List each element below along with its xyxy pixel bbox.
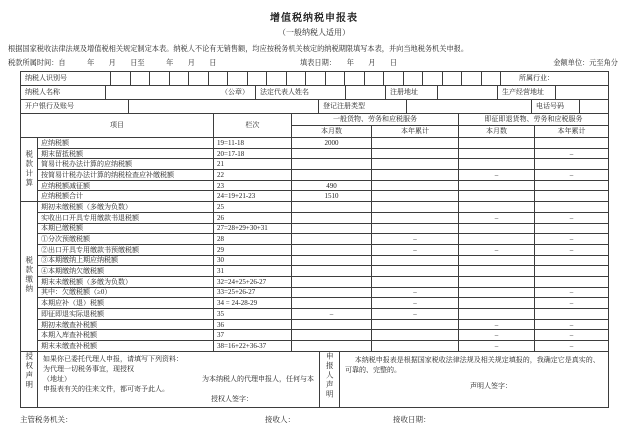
row-line-number: 29 [214, 244, 292, 255]
value-cell[interactable] [535, 159, 609, 170]
declarant-signature-label[interactable]: 声明人签字： [470, 381, 512, 390]
legal-rep-label: 法定代表人姓名 [256, 86, 346, 100]
declaration-table [20, 351, 609, 408]
section-label [21, 138, 38, 202]
taxpayer-id-box[interactable] [169, 72, 189, 85]
value-cell: – [372, 309, 459, 320]
value-cell[interactable] [292, 170, 372, 181]
page-title: 增值税纳税申报表 [270, 13, 358, 24]
value-cell[interactable]: 490 [292, 180, 372, 191]
form-body [20, 71, 608, 408]
value-cell[interactable] [459, 276, 535, 287]
value-cell: – [372, 287, 459, 298]
row-item-label: 应纳税额减征额 [38, 180, 214, 191]
tax-authority-label: 主管税务机关： [20, 414, 73, 424]
value-cell[interactable] [535, 180, 609, 191]
table-row [21, 159, 609, 170]
value-cell: – [535, 341, 609, 352]
meta-row [0, 58, 628, 70]
col-header-ytd-refund: 本年累计 [535, 126, 609, 138]
row-line-number: 26 [214, 212, 292, 223]
bank-label: 开户银行及账号 [21, 100, 129, 114]
col-header-line: 栏次 [214, 114, 292, 138]
bank-field[interactable] [129, 100, 319, 114]
auth-address-label: （地址） [43, 374, 71, 383]
auth-line-2: 为代理一切税务事宜，现授权 [43, 364, 134, 373]
row-line-number: 34 = 24-28-29 [214, 298, 292, 309]
value-cell: – [372, 234, 459, 245]
row-item-label: 本期应补（退）税额 [38, 298, 214, 309]
row-line-number: 37 [214, 330, 292, 341]
value-cell: – [535, 212, 609, 223]
row-line-number: 19=11-18 [214, 138, 292, 149]
value-cell: – [535, 148, 609, 159]
value-cell: – [459, 170, 535, 181]
table-row [21, 138, 609, 149]
filing-date-label: 填表日期： 年 月 日 [300, 59, 398, 67]
col-header-month-refund: 本月数 [459, 126, 535, 138]
seal-label: （公章） [221, 88, 249, 97]
section-label-text: 税款计算 [24, 149, 34, 188]
value-cell[interactable] [459, 138, 535, 149]
table-row [21, 309, 609, 320]
value-cell[interactable] [292, 223, 372, 234]
bank-info-table [20, 99, 609, 114]
row-item-label: 应纳税额合计 [38, 191, 214, 202]
taxpayer-id-box[interactable] [481, 72, 501, 85]
value-cell[interactable] [459, 298, 535, 309]
table-row [21, 330, 609, 341]
table-row [21, 255, 609, 266]
tax-grid-table [20, 113, 609, 352]
row-item-label: ②出口开具专用缴款书预缴税额 [38, 244, 214, 255]
value-cell[interactable] [459, 148, 535, 159]
taxpayer-id-label: 纳税人识别号 [21, 72, 111, 86]
taxpayer-id-box[interactable] [403, 72, 423, 85]
declaration-text: 本纳税申报表是根据国家税收法律法规及相关规定填报的，我确定它是真实的、可靠的、完整的。 [345, 355, 600, 374]
value-cell[interactable] [292, 202, 372, 213]
receive-date-label: 接收日期： [393, 414, 431, 424]
value-cell: – [535, 330, 609, 341]
value-cell[interactable] [292, 234, 372, 245]
value-cell[interactable] [292, 276, 372, 287]
value-cell[interactable] [459, 266, 535, 277]
receiver-label: 接收人： [265, 414, 295, 424]
value-cell[interactable] [459, 159, 535, 170]
value-cell: – [535, 244, 609, 255]
value-cell[interactable] [372, 159, 459, 170]
value-cell: – [535, 234, 609, 245]
value-cell[interactable] [372, 191, 459, 202]
row-item-label: 简易计税办法计算的应纳税额 [38, 159, 214, 170]
business-address-field[interactable] [556, 86, 609, 100]
value-cell[interactable] [535, 276, 609, 287]
phone-field[interactable] [580, 100, 609, 114]
value-cell[interactable] [292, 212, 372, 223]
row-line-number: 28 [214, 234, 292, 245]
table-row [21, 170, 609, 181]
row-item-label: 期末未缴查补税额 [38, 341, 214, 352]
value-cell[interactable] [292, 298, 372, 309]
tax-period-label: 税款所属时间：自 年 月 日至 年 月 日 [8, 59, 217, 67]
row-line-number: 20=17-18 [214, 148, 292, 159]
value-cell[interactable] [459, 255, 535, 266]
value-cell[interactable] [535, 223, 609, 234]
row-item-label: 按简易计税办法计算的纳税检查应补缴税额 [38, 170, 214, 181]
taxpayer-id-box[interactable] [364, 72, 384, 85]
value-cell[interactable] [372, 341, 459, 352]
taxpayer-id-box[interactable] [422, 72, 442, 85]
taxpayer-name-table [20, 85, 609, 100]
value-cell[interactable] [372, 170, 459, 181]
value-cell: – [535, 298, 609, 309]
authorizer-signature-label[interactable]: 授权人签字： [211, 394, 253, 403]
table-row [21, 148, 609, 159]
col-group-general: 一般货物、劳务和应税服务 [292, 114, 459, 126]
taxpayer-id-box[interactable] [344, 72, 364, 85]
row-item-label: 实收出口开具专用缴款书退税额 [38, 212, 214, 223]
taxpayer-id-box[interactable] [305, 72, 325, 85]
row-item-label: ③本期缴纳上期应纳税额 [38, 255, 214, 266]
table-row [21, 212, 609, 223]
value-cell: – [372, 244, 459, 255]
col-header-item: 项目 [21, 114, 214, 138]
taxpayer-id-box[interactable] [247, 72, 267, 85]
reg-address-field[interactable] [438, 86, 498, 100]
row-item-label: 本期已缴税额 [38, 223, 214, 234]
value-cell[interactable]: 1510 [292, 191, 372, 202]
footer-row [0, 414, 628, 426]
table-row [21, 202, 609, 213]
value-cell: – [535, 319, 609, 330]
taxpayer-id-box[interactable] [130, 72, 150, 85]
value-cell[interactable] [535, 202, 609, 213]
value-cell[interactable] [372, 180, 459, 191]
row-item-label: 期初未缴税额（多缴为负数） [38, 202, 214, 213]
value-cell[interactable] [292, 330, 372, 341]
auth-line-3b: 为本纳税人的代理申报人，任何与本 [202, 374, 314, 383]
table-row [21, 341, 609, 352]
row-line-number: 23 [214, 180, 292, 191]
value-cell[interactable] [372, 276, 459, 287]
value-cell[interactable] [372, 148, 459, 159]
declarant-label-text: 申报人声明 [325, 351, 335, 400]
taxpayer-id-box[interactable] [383, 72, 403, 85]
value-cell[interactable] [459, 202, 535, 213]
table-row [21, 191, 609, 202]
taxpayer-id-field[interactable] [111, 72, 501, 86]
amount-unit-label: 金额单位：元至角分 [553, 59, 618, 67]
taxpayer-id-boxes [111, 72, 500, 85]
instruction-note: 根据国家税收法律法规及增值税相关规定制定本表。纳税人不论有无销售额，均应按税务机关核定的纳税期限填写本表，并向当地税务机关申报。 [8, 45, 469, 53]
row-item-label: 期末留抵税额 [38, 148, 214, 159]
authorization-content [38, 351, 320, 407]
value-cell[interactable] [292, 341, 372, 352]
table-row [21, 298, 609, 309]
value-cell: – [535, 287, 609, 298]
table-row [21, 244, 609, 255]
col-header-month-general: 本月数 [292, 126, 372, 138]
row-item-label: 期初未缴查补税额 [38, 319, 214, 330]
value-cell[interactable] [535, 191, 609, 202]
authorization-label-text: 授权声明 [24, 351, 34, 390]
taxpayer-id-box[interactable] [188, 72, 208, 85]
value-cell: – [535, 170, 609, 181]
taxpayer-id-box[interactable] [208, 72, 228, 85]
row-item-label: 本期入库查补税额 [38, 330, 214, 341]
row-item-label: 应纳税额 [38, 138, 214, 149]
taxpayer-name-field[interactable] [106, 86, 256, 100]
table-row [21, 276, 609, 287]
value-cell: – [459, 341, 535, 352]
declaration-content [340, 351, 609, 407]
phone-label: 电话号码 [532, 100, 580, 114]
taxpayer-id-box[interactable] [111, 72, 130, 85]
value-cell: – [292, 309, 372, 320]
value-cell[interactable] [535, 266, 609, 277]
row-line-number: 21 [214, 159, 292, 170]
value-cell[interactable] [535, 255, 609, 266]
reg-address-label: 注册地址 [386, 86, 438, 100]
row-item-label: 期末未缴税额（多缴为负数） [38, 276, 214, 287]
reg-type-label: 登记注册类型 [319, 100, 407, 114]
table-row [21, 223, 609, 234]
row-line-number: 22 [214, 170, 292, 181]
value-cell[interactable] [292, 287, 372, 298]
value-cell[interactable] [292, 159, 372, 170]
industry-label: 所属行业： [501, 72, 609, 86]
taxpayer-id-box[interactable] [325, 72, 345, 85]
value-cell[interactable] [372, 266, 459, 277]
value-cell[interactable] [459, 287, 535, 298]
row-item-label: 即征即退实际退税额 [38, 309, 214, 320]
row-line-number: 30 [214, 255, 292, 266]
value-cell[interactable] [292, 244, 372, 255]
table-row [21, 287, 609, 298]
taxpayer-id-box[interactable] [286, 72, 306, 85]
table-row [21, 319, 609, 330]
value-cell[interactable] [535, 138, 609, 149]
value-cell[interactable] [459, 191, 535, 202]
declarant-section-label [320, 351, 340, 407]
section-label-text: 税款缴纳 [24, 256, 34, 295]
col-group-refund: 即征即退货物、劳务和应税服务 [459, 114, 609, 126]
taxpayer-id-box[interactable] [149, 72, 169, 85]
value-cell[interactable] [372, 202, 459, 213]
value-cell[interactable] [372, 255, 459, 266]
taxpayer-id-box[interactable] [461, 72, 481, 85]
row-item-label: ④本期缴纳欠缴税额 [38, 266, 214, 277]
taxpayer-id-box[interactable] [442, 72, 462, 85]
row-line-number: 32=24+25+26-27 [214, 276, 292, 287]
taxpayer-id-box[interactable] [227, 72, 247, 85]
business-address-label: 生产经营地址 [498, 86, 556, 100]
reg-type-field[interactable] [407, 100, 532, 114]
taxpayer-id-box[interactable] [266, 72, 286, 85]
auth-line-4: 申报表有关的往来文件，都可寄予此人。 [43, 384, 169, 393]
authorization-section-label [21, 351, 38, 407]
value-cell[interactable] [372, 212, 459, 223]
row-line-number: 25 [214, 202, 292, 213]
row-line-number: 27=28+29+30+31 [214, 223, 292, 234]
main-table-body [21, 138, 609, 352]
value-cell[interactable] [292, 148, 372, 159]
value-cell[interactable] [292, 255, 372, 266]
taxpayer-name-label: 纳税人名称 [21, 86, 106, 100]
row-line-number: 35 [214, 309, 292, 320]
taxpayer-id-table [20, 71, 609, 86]
row-line-number: 33=25+26-27 [214, 287, 292, 298]
value-cell: – [372, 298, 459, 309]
auth-line-1: 如果你已委托代理人申报，请填写下列资料： [43, 354, 183, 363]
value-cell[interactable] [372, 223, 459, 234]
value-cell[interactable] [459, 234, 535, 245]
value-cell: – [459, 212, 535, 223]
value-cell[interactable] [292, 266, 372, 277]
value-cell[interactable]: 2000 [292, 138, 372, 149]
value-cell[interactable] [459, 309, 535, 320]
value-cell[interactable] [372, 319, 459, 330]
value-cell: – [459, 330, 535, 341]
auth-line-3 [43, 374, 314, 384]
table-row [21, 180, 609, 191]
legal-rep-field[interactable] [346, 86, 386, 100]
row-item-label: ①分次预缴税额 [38, 234, 214, 245]
row-line-number: 31 [214, 266, 292, 277]
row-item-label: 其中：欠缴税额（≥0） [38, 287, 214, 298]
table-row [21, 266, 609, 277]
section-label [21, 202, 38, 352]
value-cell[interactable] [459, 223, 535, 234]
table-row [21, 234, 609, 245]
value-cell[interactable] [292, 319, 372, 330]
value-cell: – [459, 244, 535, 255]
value-cell[interactable] [459, 180, 535, 191]
value-cell[interactable] [535, 309, 609, 320]
value-cell[interactable] [372, 138, 459, 149]
page-subtitle: （一般纳税人适用） [278, 28, 350, 37]
row-line-number: 36 [214, 319, 292, 330]
row-line-number: 24=19+21-23 [214, 191, 292, 202]
value-cell[interactable] [372, 330, 459, 341]
col-header-ytd-general: 本年累计 [372, 126, 459, 138]
row-line-number: 38=16+22+36-37 [214, 341, 292, 352]
value-cell: – [459, 319, 535, 330]
